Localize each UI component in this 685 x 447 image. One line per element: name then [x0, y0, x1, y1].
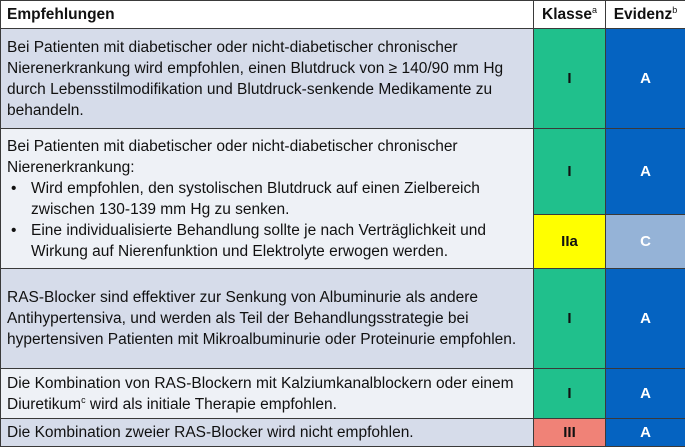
- recommendation-text: [1, 129, 534, 269]
- table-row: [1, 419, 685, 447]
- class-cell: IIa: [534, 215, 606, 269]
- footnote-marker: c: [81, 394, 86, 405]
- evidence-cell: A: [606, 29, 685, 129]
- header-class-footnote: a: [591, 4, 597, 15]
- table-row: [1, 369, 685, 419]
- bullet-symbol: •: [11, 221, 17, 239]
- bullet-symbol: •: [11, 179, 17, 197]
- recommendation-text: Bei Patienten mit diabetischer oder nicht-diabetischer chronischer Nierenerkrankung wird empfohlen, einen Blutdruck von ≥ 140/90 mm Hg durch Lebensstilmodifikation und Blutdruck-senkende Medikamente zu behandeln.: [1, 29, 534, 129]
- class-cell: I: [534, 129, 606, 215]
- recommendation-text: Die Kombination zweier RAS-Blocker wird nicht empfohlen.: [1, 419, 534, 447]
- table-row: [1, 269, 685, 369]
- header-recommendations: Empfehlungen: [1, 1, 534, 29]
- header-evidence-footnote: b: [672, 4, 678, 15]
- class-cell: I: [534, 369, 606, 419]
- list-item: • Eine individualisierte Behandlung sollte je nach Verträglichkeit und Wirkung auf Nierenfunktion und Elektrolyte erwogen werden.: [11, 221, 486, 260]
- class-cell: I: [534, 269, 606, 369]
- header-evidence: Evidenz$^b$: [606, 1, 685, 29]
- class-cell: III: [534, 419, 606, 447]
- evidence-cell: A: [606, 369, 685, 419]
- table-header-row: [1, 1, 685, 29]
- table-row: [1, 29, 685, 129]
- recommendation-text: RAS-Blocker sind effektiver zur Senkung von Albuminurie als andere Antihypertensiva, und werden als Teil der Behandlungsstrategie bei hypertensiven Patienten mit Mikroalbuminurie oder Proteinurie empfohlen.: [1, 269, 534, 369]
- table-row: [1, 129, 685, 215]
- list-item: • Wird empfohlen, den systolischen Blutdruck auf einen Zielbereich zwischen 130-139 mm Hg zu senken.: [11, 179, 480, 218]
- evidence-cell: C: [606, 215, 685, 269]
- recommendation-text: Die Kombination von RAS-Blockern mit Kalziumkanalblockern oder einem Diuretikum$^c$ wird als initiale Therapie empfohlen.: [1, 369, 534, 419]
- class-cell: I: [534, 29, 606, 129]
- evidence-cell: A: [606, 269, 685, 369]
- recommendation-intro: Bei Patienten mit diabetischer oder nicht-diabetischer chronischer Nierenerkrankung:: [7, 137, 458, 176]
- recommendation-bullet-list: [7, 178, 527, 262]
- evidence-cell: A: [606, 419, 685, 447]
- evidence-cell: A: [606, 129, 685, 215]
- header-class: Klasse$^a$: [534, 1, 606, 29]
